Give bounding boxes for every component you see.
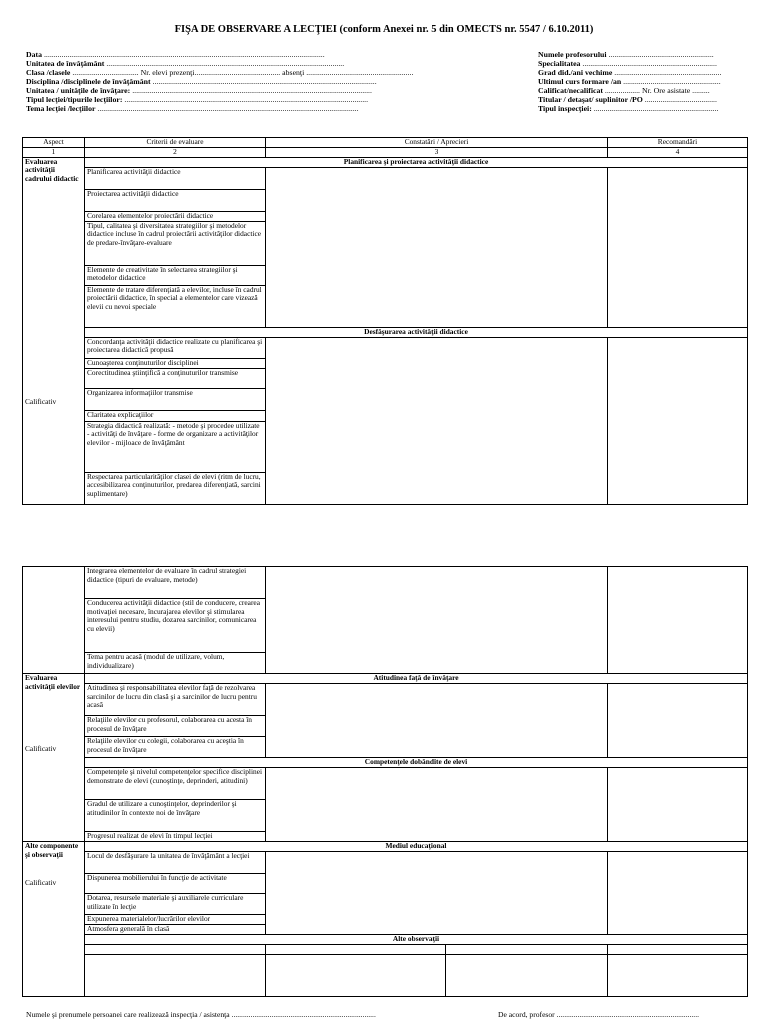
col-number: 4 bbox=[608, 148, 748, 158]
criterion: Cunoaşterea conţinuturilor disciplinei bbox=[85, 358, 266, 368]
section-heading: Mediul educaţional bbox=[85, 842, 748, 852]
criterion: Organizarea informaţiilor transmise bbox=[85, 388, 266, 410]
field-label: Numele profesorului bbox=[538, 50, 607, 59]
constatari-field[interactable] bbox=[266, 684, 608, 758]
field-fill-line: ............................................................................................................................. bbox=[122, 95, 369, 104]
col-header-constatari: Constatări / Aprecieri bbox=[266, 138, 608, 148]
criterion: Dispunerea mobilierului în funcţie de activitate bbox=[85, 874, 266, 894]
field-fill-line: .................. Nr. Ore asistate ......... bbox=[602, 86, 710, 95]
aspect-label: Alte componente şi observaţii bbox=[25, 841, 79, 859]
field-label: Grad did./ani vechime bbox=[538, 68, 613, 77]
field-label: Tipul lecţiei/tipurile lecţiilor: bbox=[26, 95, 123, 104]
field-label: Clasa /clasele bbox=[26, 68, 71, 77]
criterion: Atitudinea şi responsabilitatea elevilor faţă de rezolvarea sarcinilor de lucru din clasă şi a sarcinilor de lucru pentru acasă bbox=[85, 684, 266, 716]
criterion: Relaţiile elevilor cu colegii, colaborarea cu aceştia în procesul de învăţare bbox=[85, 737, 266, 758]
criterion: Planificarea activităţii didactice bbox=[85, 167, 266, 189]
aspect-label: Evaluarea activităţii elevilor bbox=[25, 673, 81, 691]
field-label: Specialitatea bbox=[538, 59, 581, 68]
field-fill-line: ..................................... bbox=[642, 95, 717, 104]
field-fill-line: ...................................................................................................................................... bbox=[95, 104, 359, 113]
calificativ-label: Calificativ bbox=[25, 744, 57, 754]
criterion: Strategia didactică realizată: - metode şi procedee utilizate - activităţi de învăţare - forme de organizare a activităţilor elevilor - mijloace de învăţământ bbox=[85, 421, 266, 472]
criterion: Integrarea elementelor de evaluare în cadrul strategiei didactice (tipuri de evaluare, metode) bbox=[85, 567, 266, 599]
field-label: Titular / detaşat/ suplinitor /PO bbox=[538, 95, 643, 104]
criterion: Corelarea elementelor proiectării didactice bbox=[85, 211, 266, 221]
constatari-field[interactable] bbox=[266, 852, 608, 935]
criterion: Tema pentru acasă (modul de utilizare, volum, individualizare) bbox=[85, 653, 266, 674]
header-field-right[interactable] bbox=[538, 68, 721, 77]
aspect-cell bbox=[23, 157, 85, 504]
aspect-cell bbox=[23, 842, 85, 997]
recomandari-field[interactable] bbox=[608, 684, 748, 758]
criterion: Tipul, calitatea şi diversitatea strategiilor şi metodelor didactice incluse în cadrul proiectării activităţilor didactice de predare-învăţare-evaluare bbox=[85, 221, 266, 265]
criterion: Competenţele şi nivelul competenţelor specifice disciplinei demonstrate de elevi (cunoştinţe, deprinderi, atitudini) bbox=[85, 768, 266, 800]
footer-teacher-agreement: De acord, profesor ........................................................................... bbox=[498, 1010, 699, 1019]
field-fill-line: ........................................................................................................................... bbox=[130, 86, 372, 95]
field-label: Disciplina /disciplinele de învăţământ bbox=[26, 77, 151, 86]
col-header-recomandari: Recomandări bbox=[608, 138, 748, 148]
footer-inspector-name: Numele şi prenumele persoanei care realizează inspecţia / asistenţa ............................................................................ bbox=[26, 1010, 376, 1019]
col-number: 3 bbox=[266, 148, 608, 158]
header-field-right[interactable] bbox=[538, 95, 717, 104]
col-header-aspect: Aspect bbox=[23, 138, 85, 148]
aspect-cell bbox=[23, 674, 85, 842]
header-field-right[interactable] bbox=[538, 59, 717, 68]
field-label: Unitatea de învăţământ bbox=[26, 59, 105, 68]
criterion: Proiectarea activităţii didactice bbox=[85, 189, 266, 211]
section-heading: Competenţele dobândite de elevi bbox=[85, 758, 748, 768]
header-field-left[interactable] bbox=[26, 95, 368, 104]
constatari-field[interactable] bbox=[266, 167, 608, 327]
criterion: Corectitudinea ştiinţifică a conţinuturilor transmise bbox=[85, 368, 266, 388]
alte-observatii-field[interactable] bbox=[85, 955, 266, 997]
field-label: Ultimul curs formare /an bbox=[538, 77, 622, 86]
section-heading: Atitudinea faţă de învăţare bbox=[85, 674, 748, 684]
aspect-label: Evaluarea activităţii cadrului didactic bbox=[25, 157, 79, 183]
recomandari-field[interactable] bbox=[608, 768, 748, 842]
constatari-field[interactable] bbox=[266, 567, 608, 674]
field-fill-line: ................................................................................................................................................ bbox=[42, 50, 325, 59]
field-fill-line: ...................................................... bbox=[606, 50, 714, 59]
calificativ-label: Calificativ bbox=[25, 878, 57, 888]
field-label: Tipul inspecţiei: bbox=[538, 104, 592, 113]
recomandari-field[interactable] bbox=[608, 167, 748, 327]
col-number: 2 bbox=[85, 148, 266, 158]
recomandari-field[interactable] bbox=[608, 567, 748, 674]
criterion: Claritatea explicaţiilor bbox=[85, 410, 266, 421]
header-field-left[interactable] bbox=[26, 77, 377, 86]
criterion: Atmosfera generală în clasă bbox=[85, 925, 266, 935]
alte-observatii-field[interactable] bbox=[446, 955, 608, 997]
criterion: Relaţiile elevilor cu profesorul, colaborarea cu acesta în procesul de învăţare bbox=[85, 716, 266, 737]
criterion: Expunerea materialelor/lucrărilor elevilor bbox=[85, 915, 266, 925]
field-fill-line: ....................................................... bbox=[612, 68, 722, 77]
alte-observatii-field[interactable] bbox=[608, 955, 748, 997]
aspect-cell bbox=[23, 567, 85, 674]
page-title: FIŞA DE OBSERVARE A LECŢIEI (conform Anexei nr. 5 din OMECTS nr. 5547 / 6.10.2011) bbox=[174, 24, 594, 35]
header-field-left[interactable] bbox=[26, 68, 413, 77]
criterion: Conducerea activităţii didactice (stil de conducere, crearea motivaţiei necesare, încurajarea elevilor şi stimularea interesului pentru studiu, dozarea sarcinilor, comunicarea cu elevii) bbox=[85, 599, 266, 653]
alte-observatii-field[interactable] bbox=[446, 945, 608, 955]
header-field-right[interactable] bbox=[538, 104, 719, 113]
criterion: Progresul realizat de elevi în timpul lecţiei bbox=[85, 832, 266, 842]
alte-observatii-field[interactable] bbox=[266, 955, 446, 997]
observation-table-page-2 bbox=[22, 566, 748, 997]
header-field-left[interactable] bbox=[26, 50, 325, 59]
header-field-right[interactable] bbox=[538, 86, 710, 95]
field-fill-line: .................................................. bbox=[621, 77, 721, 86]
section-heading: Planificarea şi proiectarea activităţii didactice bbox=[85, 157, 748, 167]
header-field-left[interactable] bbox=[26, 86, 372, 95]
header-field-left[interactable] bbox=[26, 104, 359, 113]
constatari-field[interactable] bbox=[266, 337, 608, 504]
observation-table-page-1 bbox=[22, 137, 748, 505]
field-label: Tema lecţiei /lecţiilor bbox=[26, 104, 96, 113]
alte-observatii-field[interactable] bbox=[608, 945, 748, 955]
col-header-criterii: Criterii de evaluare bbox=[85, 138, 266, 148]
field-fill-line: ..................................................................... bbox=[580, 59, 717, 68]
recomandari-field[interactable] bbox=[608, 337, 748, 504]
criterion: Concordanţa activităţii didactice realizate cu planificarea şi proiectarea didactică propusă bbox=[85, 337, 266, 358]
criterion: Dotarea, resursele materiale şi auxiliarele curriculare utilizate în lecţie bbox=[85, 894, 266, 915]
criterion: Gradul de utilizare a cunoştinţelor, deprinderilor şi atitudinilor în contexte noi de învăţare bbox=[85, 800, 266, 832]
recomandari-field[interactable] bbox=[608, 852, 748, 935]
col-number: 1 bbox=[23, 148, 85, 158]
field-label: Unitatea / unităţile de învăţare: bbox=[26, 86, 131, 95]
header-field-right[interactable] bbox=[538, 50, 714, 59]
field-fill-line: .................................. Nr. elevi prezenţi............................................ absenţi ....................................................... bbox=[70, 68, 414, 77]
alte-observatii-field[interactable] bbox=[85, 945, 266, 955]
field-label: Data bbox=[26, 50, 43, 59]
field-label: Calificat/necalificat bbox=[538, 86, 603, 95]
field-fill-line: .......................................................................................................................... bbox=[104, 59, 345, 68]
criterion: Respectarea particularităţilor clasei de elevi (ritm de lucru, accesibilizarea conţinuturilor, predarea diferenţiată, sarcini suplimentare) bbox=[85, 472, 266, 504]
header-field-left[interactable] bbox=[26, 59, 344, 68]
constatari-field[interactable] bbox=[266, 768, 608, 842]
section-heading: Desfăşurarea activităţii didactice bbox=[85, 327, 748, 337]
header-field-right[interactable] bbox=[538, 77, 721, 86]
calificativ-label: Calificativ bbox=[25, 397, 57, 407]
criterion: Elemente de tratare diferenţiată a elevilor, incluse în cadrul proiectării didactice, în special a elementelor care vizează elevii cu nevoi speciale bbox=[85, 285, 266, 327]
criterion: Locul de desfăşurare la unitatea de învăţământ a lecţiei bbox=[85, 852, 266, 874]
section-heading: Alte observaţii bbox=[85, 935, 748, 945]
field-fill-line: ................................................................................................................... bbox=[150, 77, 377, 86]
field-fill-line: ................................................................ bbox=[591, 104, 719, 113]
alte-observatii-field[interactable] bbox=[266, 945, 446, 955]
criterion: Elemente de creativitate în selectarea strategiilor şi metodelor didactice bbox=[85, 265, 266, 285]
